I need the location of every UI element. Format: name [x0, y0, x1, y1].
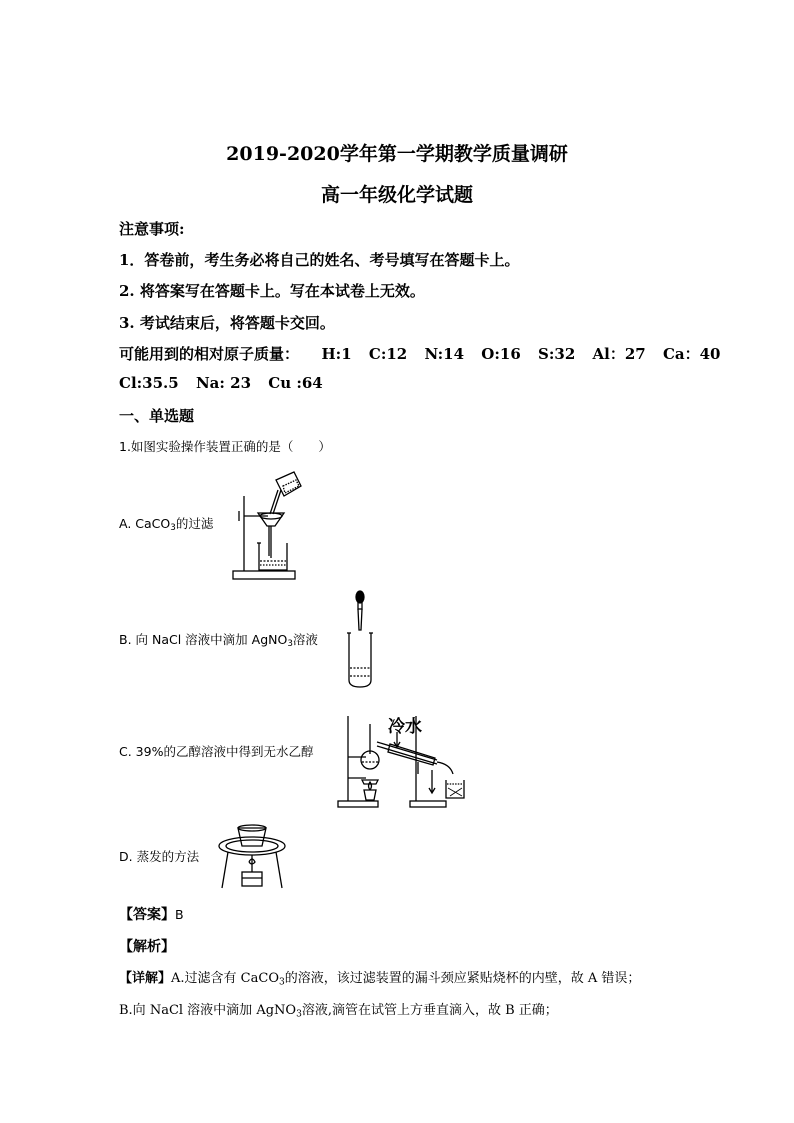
option-b: B. 向 NaCl 溶液中滴加 AgNO$_3$溶液: [119, 632, 318, 650]
answer-value: B: [175, 907, 184, 922]
answer-label: 【答案】: [119, 907, 175, 923]
atomic-mass-h: H:1: [321, 345, 352, 363]
atomic-mass-ca: Ca：40: [662, 345, 721, 363]
test-tube-dropper-figure: [340, 588, 380, 692]
note-item-1: 1．答卷前，考生务必将自己的姓名、考号填写在答题卡上。: [119, 251, 520, 269]
atomic-mass-label: 可能用到的相对原子质量：: [119, 345, 300, 363]
atomic-mass-line-2: [119, 374, 323, 392]
atomic-mass-na: Na: 23: [195, 374, 252, 392]
atomic-mass-c: C:12: [368, 345, 408, 363]
atomic-mass-cl: Cl:35.5: [119, 374, 179, 392]
atomic-mass-n: N:14: [424, 345, 465, 363]
atomic-mass-line-1: [119, 343, 721, 364]
option-c: C. 39%的乙醇溶液中得到无水乙醇: [119, 744, 314, 759]
atomic-mass-cu: Cu :64: [268, 374, 323, 392]
question-stem: 1.如图实验操作装置正确的是（ ）: [119, 439, 331, 454]
cold-water-label: 冷水: [388, 717, 422, 737]
evaporation-apparatus-figure: [216, 820, 288, 890]
atomic-mass-al: Al：27: [592, 345, 646, 363]
atomic-mass-o: O:16: [481, 345, 521, 363]
option-a: A. CaCO$_3$的过滤: [119, 516, 214, 534]
atomic-mass-s: S:32: [538, 345, 576, 363]
note-item-2: 2. 将答案写在答题卡上。写在本试卷上无效。: [119, 282, 425, 300]
answer-line: [119, 904, 184, 924]
analysis-label: 【解析】: [119, 939, 175, 955]
note-item-3: 3. 考试结束后，将答题卡交回。: [119, 314, 335, 332]
exam-title: 2019-2020学年第一学期教学质量调研: [226, 143, 568, 165]
detail-a: 【详解】A.过滤含有 CaCO$_3$的溶液，该过滤装置的漏斗颈应紧贴烧杯的内壁，故 A 错误；: [119, 971, 641, 988]
notes-heading: 注意事项:: [119, 220, 185, 238]
detail-b: B.向 NaCl 溶液中滴加 AgNO$_3$溶液,滴管在试管上方垂直滴入，故 B 正确；: [119, 1003, 558, 1020]
section-title: 一、单选题: [119, 407, 195, 425]
filtration-apparatus-figure: [228, 468, 308, 583]
exam-subtitle: 高一年级化学试题: [320, 184, 473, 206]
option-d: D. 蒸发的方法: [119, 849, 200, 864]
